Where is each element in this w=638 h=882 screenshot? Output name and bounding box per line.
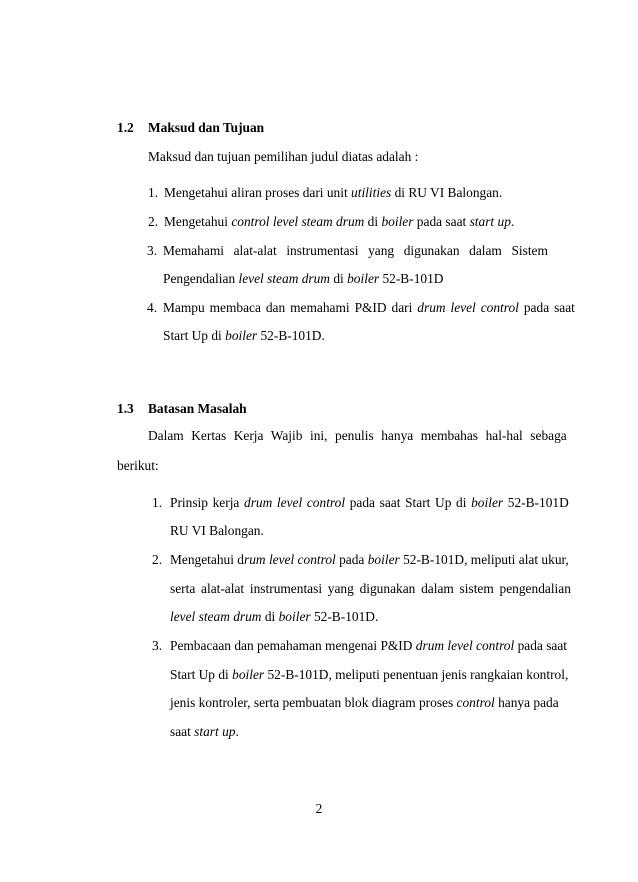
list-item-text-continued: Pengendalian level steam drum di boiler 52-B-101D <box>163 271 444 286</box>
section-heading-1-3 <box>117 401 247 417</box>
section-number: 1.2 <box>117 120 134 135</box>
section-intro: Dalam Kertas Kerja Wajib ini, penulis hanya membahas hal-hal sebaga <box>148 428 567 443</box>
section-title: Maksud dan Tujuan <box>148 120 265 135</box>
list-item-text: Mengetahui control level steam drum di boiler pada saat start up. <box>164 214 515 229</box>
list-item-text-continued: Start Up di boiler 52-B-101D, meliputi penentuan jenis rangkaian kontrol, <box>170 667 569 682</box>
section-intro: Maksud dan tujuan pemilihan judul diatas adalah : <box>148 149 419 164</box>
list-item-number: 4. <box>147 300 158 315</box>
list-item-number: 2. <box>152 552 163 567</box>
list-item-number: 1. <box>152 495 163 510</box>
page-number: 2 <box>315 801 323 816</box>
list-item-number: 2. <box>148 214 159 229</box>
section-title: Batasan Masalah <box>148 401 247 416</box>
section-heading-1-2 <box>117 120 264 136</box>
list-item-text: Mengetahui drum level control pada boiler 52-B-101D, meliputi alat ukur, <box>170 552 569 567</box>
list-item-text-continued: RU VI Balongan. <box>170 523 264 538</box>
section-number: 1.3 <box>117 401 134 416</box>
list-item-number: 3. <box>152 638 163 653</box>
list-item-text-continued: saat start up. <box>170 724 239 739</box>
list-item-text: Mengetahui aliran proses dari unit utilities di RU VI Balongan. <box>164 185 503 200</box>
list-item-text: Memahami alat-alat instrumentasi yang digunakan dalam Sistem <box>163 243 548 258</box>
list-item-text: Pembacaan dan pemahaman mengenai P&ID drum level control pada saat <box>170 638 568 653</box>
list-item-number: 3. <box>147 243 158 258</box>
list-item-text: Mampu membaca dan memahami P&ID dari drum level control pada saat <box>163 300 575 315</box>
list-item-text-continued: jenis kontroler, serta pembuatan blok diagram proses control hanya pada <box>170 695 559 710</box>
list-item-text-continued: Start Up di boiler 52-B-101D. <box>163 328 325 343</box>
section-intro-continued: berikut: <box>117 458 159 473</box>
list-item-text-continued: level steam drum di boiler 52-B-101D. <box>170 609 379 624</box>
list-item-text-continued: serta alat-alat instrumentasi yang digunakan dalam sistem pengendalian <box>170 581 571 596</box>
list-item-text: Prinsip kerja drum level control pada saat Start Up di boiler 52-B-101D <box>170 495 569 510</box>
list-item-number: 1. <box>148 185 159 200</box>
